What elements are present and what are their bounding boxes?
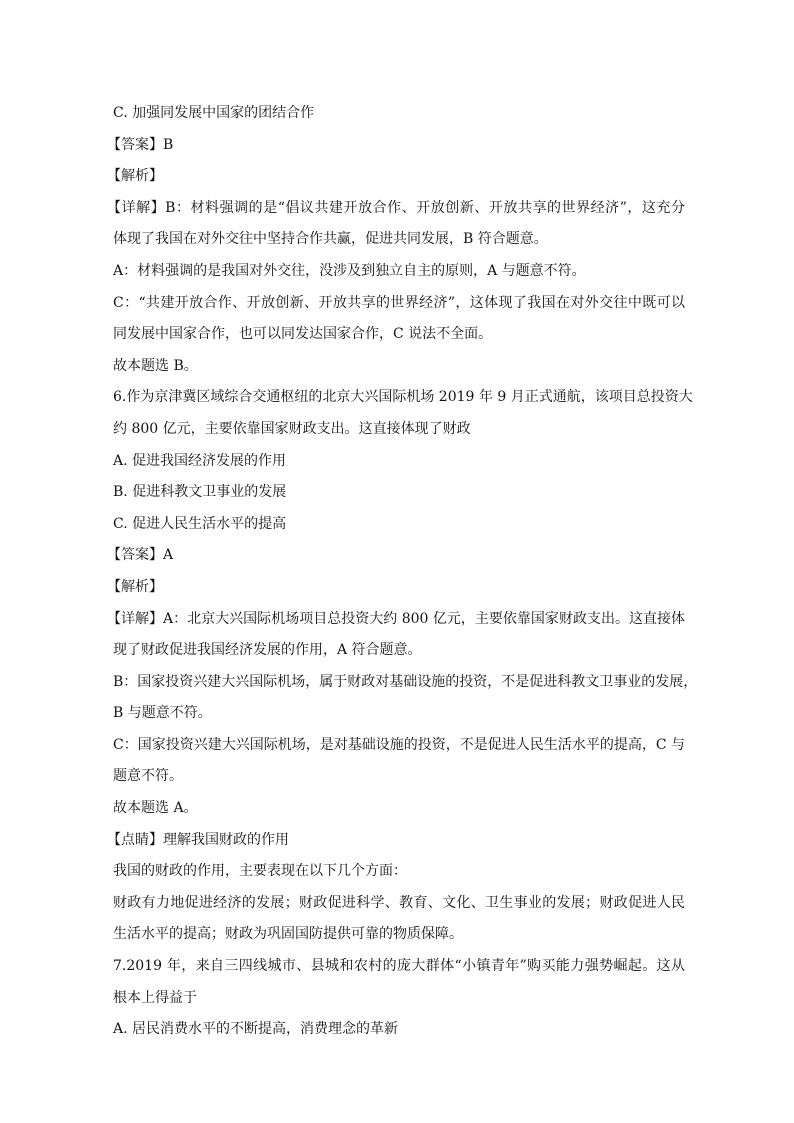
question-6-option-a: A. 促进我国经济发展的作用 xyxy=(113,452,287,469)
explanation-line: B：国家投资兴建大兴国际机场，属于财政对基础设施的投资，不是促进科教文卫事业的发展， xyxy=(113,673,698,690)
key-point-line: 财政有力地促进经济的发展；财政促进科学、教育、文化、卫生事业的发展；财政促进人民 xyxy=(113,894,685,911)
explanation-line: C：国家投资兴建大兴国际机场，是对基础设施的投资，不是促进人民生活水平的提高，C 与 xyxy=(113,736,685,753)
explanation-line: B 与题意不符。 xyxy=(113,705,212,722)
question-6-option-b: B. 促进科教文卫事业的发展 xyxy=(113,484,287,501)
detail-paragraph-line: 【详解】B：材料强调的是“倡议共建开放合作、开放创新、开放共享的世界经济”，这充分 xyxy=(107,199,685,216)
explanation-line: C：“共建开放合作、开放创新、开放共享的世界经济”，这体现了我国在对外交往中既可以 xyxy=(113,294,685,311)
option-c-line: C. 加强同发展中国家的团结合作 xyxy=(113,105,315,121)
question-6-option-c: C. 促进人民生活水平的提高 xyxy=(113,515,287,532)
conclusion-line: 故本题选 A。 xyxy=(113,800,198,817)
answer-label: 【答案】A xyxy=(107,547,174,564)
detail-paragraph-line: 体现了我国在对外交往中坚持合作共赢，促进共同发展，B 符合题意。 xyxy=(113,231,548,248)
explanation-line: A：材料强调的是我国对外交往，没涉及到独立自主的原则，A 与题意不符。 xyxy=(113,262,586,279)
question-7-stem: 7.2019 年，来自三四线城市、县城和农村的庞大群体“小镇青年”购买能力强势崛起。这从 xyxy=(113,958,685,975)
question-7-option-a: A. 居民消费水平的不断提高，消费理念的革新 xyxy=(113,1021,399,1038)
question-6-stem: 约 800 亿元，主要依靠国家财政支出。这直接体现了财政 xyxy=(113,420,471,437)
key-point-line: 我国的财政的作用，主要表现在以下几个方面： xyxy=(113,863,407,880)
key-point-line: 生活水平的提高；财政为巩固国防提供可靠的物质保障。 xyxy=(113,926,463,943)
detail-paragraph-line: 【详解】A：北京大兴国际机场项目总投资大约 800 亿元，主要依靠国家财政支出。这直接体 xyxy=(107,610,685,627)
key-point-label: 【点睛】理解我国财政的作用 xyxy=(107,831,289,848)
explanation-line: 同发展中国家合作，也可以同发达国家合作，C 说法不全面。 xyxy=(113,326,493,343)
answer-label: 【答案】B xyxy=(107,136,174,153)
analysis-label: 【解析】 xyxy=(107,168,163,185)
document-page xyxy=(107,98,698,1046)
detail-paragraph-line: 现了财政促进我国经济发展的作用，A 符合题意。 xyxy=(113,642,422,659)
question-7-stem: 根本上得益于 xyxy=(113,989,197,1006)
conclusion-line: 故本题选 B。 xyxy=(113,357,198,374)
explanation-line: 题意不符。 xyxy=(113,768,183,785)
question-6-stem: 6.作为京津冀区域综合交通枢纽的北京大兴国际机场 2019 年 9 月正式通航，该项目总投资大 xyxy=(113,389,693,406)
analysis-label: 【解析】 xyxy=(107,578,163,595)
